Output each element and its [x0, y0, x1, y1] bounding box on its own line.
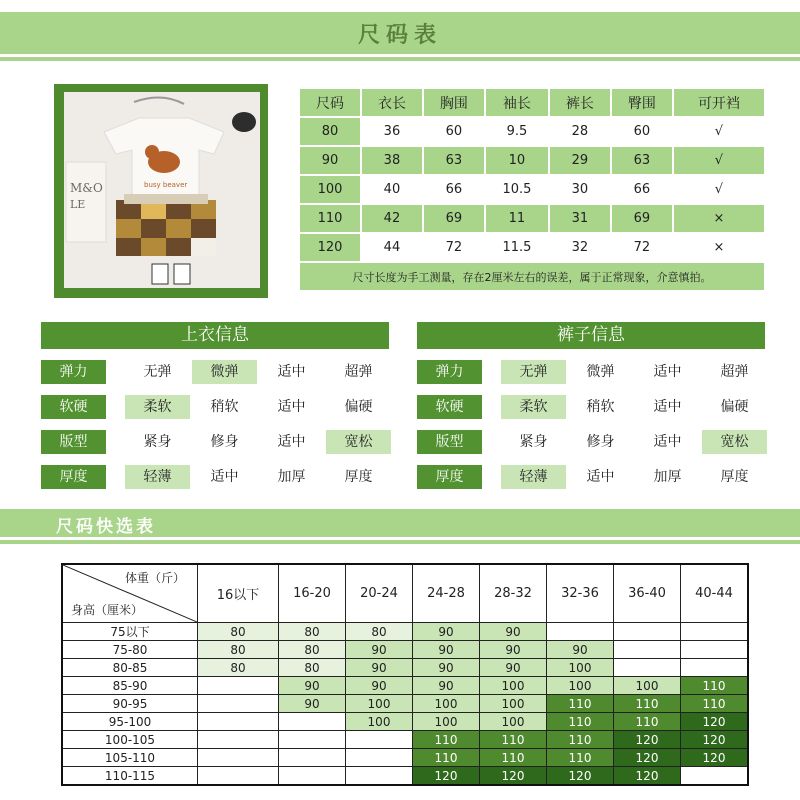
col-header: 可开裆	[674, 89, 764, 116]
size-cell: ×	[674, 205, 764, 232]
size-recommendation: 110	[480, 749, 547, 767]
quick-row	[62, 695, 748, 713]
size-row	[300, 234, 764, 261]
pants-info-option: 适中	[653, 399, 682, 415]
size-cell: 60	[612, 118, 672, 145]
shirt-print: busy beaver	[144, 181, 188, 189]
size-recommendation: 90	[413, 677, 480, 695]
size-recommendation: 120	[681, 731, 749, 749]
weight-header: 28-32	[480, 564, 547, 623]
size-recommendation: 90	[480, 641, 547, 659]
quick-row	[62, 677, 748, 695]
height-label: 90-95	[62, 695, 198, 713]
size-recommendation: 90	[279, 695, 346, 713]
size-recommendation: 120	[681, 713, 749, 731]
col-header: 尺码	[300, 89, 360, 116]
size-cell: 60	[424, 118, 484, 145]
size-recommendation	[681, 641, 749, 659]
sign-text-2: LE	[70, 198, 86, 211]
title-banner	[0, 12, 800, 54]
size-cell: 38	[362, 147, 422, 174]
size-note: 尺寸长度为手工测量，存在2厘米左右的误差，属于正常现象，介意慎拍。	[300, 263, 764, 290]
size-recommendation	[346, 767, 413, 786]
product-photo	[64, 92, 260, 288]
size-recommendation: 120	[614, 767, 681, 786]
weight-header: 40-44	[681, 564, 749, 623]
top-info-option-selected: 宽松	[326, 430, 391, 454]
size-cell: 31	[550, 205, 610, 232]
col-header: 衣长	[362, 89, 422, 116]
size-recommendation: 90	[346, 677, 413, 695]
size-recommendation	[198, 767, 279, 786]
size-recommendation	[547, 623, 614, 641]
size-recommendation: 100	[413, 695, 480, 713]
height-label: 75以下	[62, 623, 198, 641]
size-cell: 10.5	[486, 176, 548, 203]
quick-row	[62, 659, 748, 677]
size-row	[300, 176, 764, 203]
size-cell: 32	[550, 234, 610, 261]
size-recommendation: 100	[413, 713, 480, 731]
size-recommendation: 110	[547, 749, 614, 767]
size-recommendation: 110	[547, 731, 614, 749]
size-recommendation	[198, 695, 279, 713]
size-recommendation	[279, 731, 346, 749]
size-cell: 69	[612, 205, 672, 232]
quick-row	[62, 641, 748, 659]
size-cell: 10	[486, 147, 548, 174]
title-underline	[0, 57, 800, 61]
size-cell: 66	[424, 176, 484, 203]
size-recommendation: 110	[614, 713, 681, 731]
size-cell: 40	[362, 176, 422, 203]
size-recommendation: 80	[198, 641, 279, 659]
top-info-option: 厚度	[344, 469, 373, 485]
top-info-header: 上衣信息	[41, 322, 389, 349]
quick-row	[62, 623, 748, 641]
size-row	[300, 147, 764, 174]
size-cell: 63	[612, 147, 672, 174]
size-table	[298, 87, 766, 292]
pants-info-option: 稍软	[586, 399, 615, 415]
size-recommendation: 80	[279, 623, 346, 641]
top-info-option-selected: 微弹	[192, 360, 257, 384]
pants-info-label: 软硬	[417, 395, 482, 419]
size-recommendation: 90	[480, 623, 547, 641]
pants-info-option: 厚度	[720, 469, 749, 485]
size-recommendation: 90	[413, 641, 480, 659]
quick-select-banner	[0, 509, 800, 537]
weight-header: 16-20	[279, 564, 346, 623]
top-info-option: 超弹	[344, 364, 373, 380]
height-label: 100-105	[62, 731, 198, 749]
size-recommendation: 100	[480, 695, 547, 713]
size-cell: √	[674, 176, 764, 203]
size-recommendation: 100	[480, 713, 547, 731]
pants-info-option: 适中	[586, 469, 615, 485]
size-row	[300, 118, 764, 145]
page-title: 尺码表	[357, 23, 442, 48]
quick-row	[62, 731, 748, 749]
size-recommendation: 110	[547, 713, 614, 731]
size-cell: 80	[300, 118, 360, 145]
height-label: 105-110	[62, 749, 198, 767]
size-recommendation: 110	[614, 695, 681, 713]
top-info-option: 适中	[277, 364, 306, 380]
size-recommendation	[346, 731, 413, 749]
size-recommendation: 90	[413, 659, 480, 677]
size-recommendation: 110	[480, 731, 547, 749]
size-table-header	[300, 89, 764, 116]
weight-header: 36-40	[614, 564, 681, 623]
size-recommendation: 120	[413, 767, 480, 786]
top-info-option: 稍软	[210, 399, 239, 415]
size-cell: 42	[362, 205, 422, 232]
pants-info-option-selected: 无弹	[501, 360, 566, 384]
pants-info-option-selected: 宽松	[702, 430, 767, 454]
size-cell: 11.5	[486, 234, 548, 261]
size-recommendation: 100	[480, 677, 547, 695]
size-cell: 66	[612, 176, 672, 203]
product-photo-frame	[54, 84, 268, 298]
quick-header-row	[62, 564, 748, 623]
top-info-label: 厚度	[41, 465, 106, 489]
size-recommendation: 80	[346, 623, 413, 641]
top-info-option: 加厚	[277, 469, 306, 485]
pants-info-option: 适中	[653, 364, 682, 380]
height-label: 75-80	[62, 641, 198, 659]
top-info-label: 弹力	[41, 360, 106, 384]
quick-row	[62, 749, 748, 767]
size-cell: 120	[300, 234, 360, 261]
weight-header: 32-36	[547, 564, 614, 623]
size-recommendation	[198, 677, 279, 695]
col-header: 臀围	[612, 89, 672, 116]
size-cell: 9.5	[486, 118, 548, 145]
size-cell: 110	[300, 205, 360, 232]
col-header: 袖长	[486, 89, 548, 116]
top-info-option: 适中	[277, 434, 306, 450]
size-recommendation: 80	[279, 641, 346, 659]
size-cell: 72	[424, 234, 484, 261]
size-row	[300, 205, 764, 232]
pants-info-header: 裤子信息	[417, 322, 765, 349]
size-recommendation: 100	[547, 659, 614, 677]
top-info-option: 修身	[210, 434, 239, 450]
pants-info-label: 弹力	[417, 360, 482, 384]
top-info-label: 版型	[41, 430, 106, 454]
size-recommendation: 120	[614, 731, 681, 749]
size-recommendation	[279, 713, 346, 731]
size-cell: 44	[362, 234, 422, 261]
size-recommendation	[614, 641, 681, 659]
weight-header: 24-28	[413, 564, 480, 623]
height-label: 80-85	[62, 659, 198, 677]
size-cell: 11	[486, 205, 548, 232]
top-info-option: 适中	[210, 469, 239, 485]
size-cell: 90	[300, 147, 360, 174]
size-recommendation	[198, 749, 279, 767]
pants-info-option: 紧身	[519, 434, 548, 450]
corner-weight-label: 体重（斤）	[125, 571, 186, 585]
size-recommendation: 90	[346, 641, 413, 659]
height-label: 85-90	[62, 677, 198, 695]
top-info-option: 紧身	[143, 434, 172, 450]
quick-row	[62, 767, 748, 786]
pants-info-option: 微弹	[586, 364, 615, 380]
product-illustration	[64, 92, 260, 288]
quick-select-table	[61, 563, 749, 786]
size-recommendation: 100	[547, 677, 614, 695]
size-recommendation: 120	[681, 749, 749, 767]
size-cell: 69	[424, 205, 484, 232]
size-recommendation: 110	[413, 749, 480, 767]
size-recommendation	[279, 767, 346, 786]
size-cell: √	[674, 147, 764, 174]
pants-info-option: 加厚	[653, 469, 682, 485]
height-label: 95-100	[62, 713, 198, 731]
size-recommendation	[614, 623, 681, 641]
quick-row	[62, 713, 748, 731]
size-cell: √	[674, 118, 764, 145]
size-recommendation: 90	[346, 659, 413, 677]
quick-select-title: 尺码快选表	[56, 517, 156, 537]
col-header: 胸围	[424, 89, 484, 116]
size-recommendation: 110	[547, 695, 614, 713]
size-cell: 29	[550, 147, 610, 174]
size-cell: 63	[424, 147, 484, 174]
size-recommendation	[681, 767, 749, 786]
top-info-option-selected: 柔软	[125, 395, 190, 419]
pants-info-option-selected: 柔软	[501, 395, 566, 419]
corner-height-label: 身高（厘米）	[71, 603, 144, 617]
size-recommendation: 80	[198, 623, 279, 641]
weight-header: 20-24	[346, 564, 413, 623]
size-recommendation: 90	[547, 641, 614, 659]
pants-info-label: 厚度	[417, 465, 482, 489]
size-recommendation	[198, 731, 279, 749]
corner-cell	[62, 564, 198, 623]
pants-info-option: 超弹	[720, 364, 749, 380]
size-recommendation: 120	[614, 749, 681, 767]
pants-info-option: 适中	[653, 434, 682, 450]
size-recommendation: 120	[547, 767, 614, 786]
size-recommendation: 90	[279, 677, 346, 695]
height-label: 110-115	[62, 767, 198, 786]
top-info-label: 软硬	[41, 395, 106, 419]
col-header: 裤长	[550, 89, 610, 116]
size-note-row	[300, 263, 764, 290]
size-recommendation: 100	[614, 677, 681, 695]
size-recommendation: 120	[480, 767, 547, 786]
sign-text-1: M&O	[70, 181, 103, 195]
top-info-option: 适中	[277, 399, 306, 415]
quick-select-underline	[0, 540, 800, 544]
size-recommendation	[346, 749, 413, 767]
pants-info-option: 偏硬	[720, 399, 749, 415]
size-recommendation: 90	[480, 659, 547, 677]
top-info-option: 偏硬	[344, 399, 373, 415]
size-recommendation: 110	[681, 677, 749, 695]
top-info-option: 无弹	[143, 364, 172, 380]
size-cell: 28	[550, 118, 610, 145]
size-recommendation	[198, 713, 279, 731]
size-cell: 100	[300, 176, 360, 203]
size-recommendation: 80	[279, 659, 346, 677]
size-recommendation: 90	[413, 623, 480, 641]
pants-info-option-selected: 轻薄	[501, 465, 566, 489]
top-info-option-selected: 轻薄	[125, 465, 190, 489]
size-recommendation	[681, 623, 749, 641]
size-recommendation: 110	[413, 731, 480, 749]
size-recommendation: 110	[681, 695, 749, 713]
size-cell: 36	[362, 118, 422, 145]
pants-info-option: 修身	[586, 434, 615, 450]
size-cell: 72	[612, 234, 672, 261]
size-recommendation: 100	[346, 695, 413, 713]
size-recommendation: 80	[198, 659, 279, 677]
weight-header: 16以下	[198, 564, 279, 623]
size-recommendation	[614, 659, 681, 677]
size-cell: ×	[674, 234, 764, 261]
pants-info-label: 版型	[417, 430, 482, 454]
size-recommendation: 100	[346, 713, 413, 731]
size-recommendation	[681, 659, 749, 677]
size-cell: 30	[550, 176, 610, 203]
size-recommendation	[279, 749, 346, 767]
